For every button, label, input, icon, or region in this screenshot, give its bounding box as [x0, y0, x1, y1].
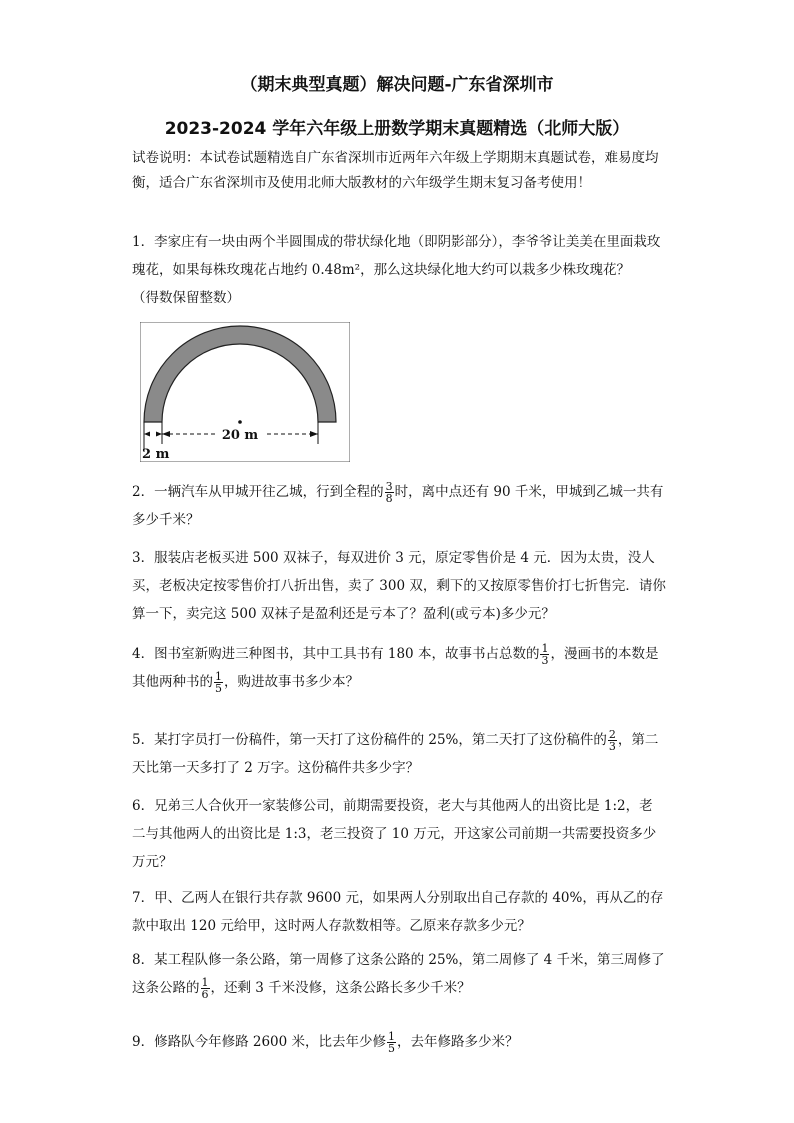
- question-6-text: 6．兄弟三人合伙开一家装修公司，前期需要投资，老大与其他两人的出资比是 1:2，老二与其他两人的出资比是 1:3，老三投资了 10 万元，开这家公司前期一共需要投资多少万元？: [132, 798, 657, 870]
- semicircle-ring-figure: [140, 322, 350, 462]
- document-title-line-2: 2023-2024 学年六年级上册数学期末真题精选（北师大版）: [164, 119, 630, 139]
- question-4-text-b: ，漫画书的本数是其他两种书的: [132, 646, 659, 690]
- document-title-line-1: （期末典型真题）解决问题-广东省深圳市: [240, 75, 554, 95]
- inner-diameter-label: 20 m: [221, 428, 259, 443]
- question-7: [132, 884, 666, 940]
- question-9-text-a: 9．修路队今年修路 2600 米，比去年少修: [132, 1034, 387, 1050]
- question-9: [132, 1028, 666, 1056]
- question-6: [132, 792, 666, 876]
- ring-diagram: [140, 322, 350, 462]
- question-1: [132, 228, 666, 312]
- question-7-text: 7．甲、乙两人在银行共存款 9600 元，如果两人分别取出自己存款的 40%，再从乙的存款中取出 120 元给甲，这时两人存款数相等。乙原来存款多少元？: [132, 890, 664, 934]
- question-2: [132, 478, 666, 534]
- ring-width-label: 2 m: [142, 447, 170, 462]
- question-9-text-b: ，去年修路多少米？: [397, 1034, 519, 1050]
- question-3: [132, 544, 666, 628]
- question-2-text-a: 2．一辆汽车从甲城开往乙城，行到全程的: [132, 484, 384, 500]
- question-5: [132, 726, 666, 782]
- exam-note: 试卷说明：本试卷试题精选自广东省深圳市近两年六年级上学期期末真题试卷，难易度均衡，适合广东省深圳市及使用北师大版教材的六年级学生期末复习备考使用！: [132, 150, 659, 191]
- fraction-1-3: $\frac{1}{3}$: [541, 642, 549, 667]
- question-1-note: （得数保留整数）: [132, 290, 240, 306]
- fraction-1-6: $\frac{1}{6}$: [201, 976, 209, 1001]
- question-4-text-a: 4．图书室新购进三种图书，其中工具书有 180 本，故事书占总数的: [132, 646, 540, 662]
- fraction-1-5: $\frac{1}{5}$: [215, 670, 222, 695]
- fraction-1-5: $\frac{1}{5}$: [388, 1030, 396, 1055]
- question-8: [132, 946, 666, 1002]
- question-8-text-b: ，还剩 3 千米没修，这条公路长多少千米？: [210, 980, 471, 996]
- fraction-2-3: $\frac{2}{3}$: [608, 728, 616, 753]
- question-4-text-c: ，购进故事书多少本？: [224, 674, 359, 690]
- question-2-text-b: 时，离中点还有 90 千米，甲城到乙城一共有多少千米？: [132, 484, 664, 528]
- center-point: [238, 420, 242, 424]
- fraction-3-8: $\frac{3}{8}$: [385, 480, 393, 505]
- question-1-text: 1．李家庄有一块由两个半圆围成的带状绿化地（即阴影部分），李爷爷让美美在里面栽玫瑰花，如果每株玫瑰花占地约 0.48m²，那么这块绿化地大约可以栽多少株玫瑰花？: [132, 234, 661, 278]
- question-5-text-b: ，第二天比第一天多打了 2 万字。这份稿件共多少字？: [132, 732, 659, 776]
- question-4: [132, 640, 666, 696]
- question-3-text: 3．服装店老板买进 500 双袜子，每双进价 3 元，原定零售价是 4 元．因为太贵，没人买，老板决定按零售价打八折出售，卖了 300 双，剩下的又按原零售价打七折售完．请你算一下，卖完这 500 双袜子是盈利还是亏本了？盈利(或亏本)多少元？: [132, 550, 666, 622]
- question-5-text-a: 5．某打字员打一份稿件，第一天打了这份稿件的 25%，第二天打了这份稿件的: [132, 732, 607, 748]
- question-8-text-a: 8．某工程队修一条公路，第一周修了这条公路的 25%，第二周修了 4 千米，第三周修了这条公路的: [132, 952, 665, 996]
